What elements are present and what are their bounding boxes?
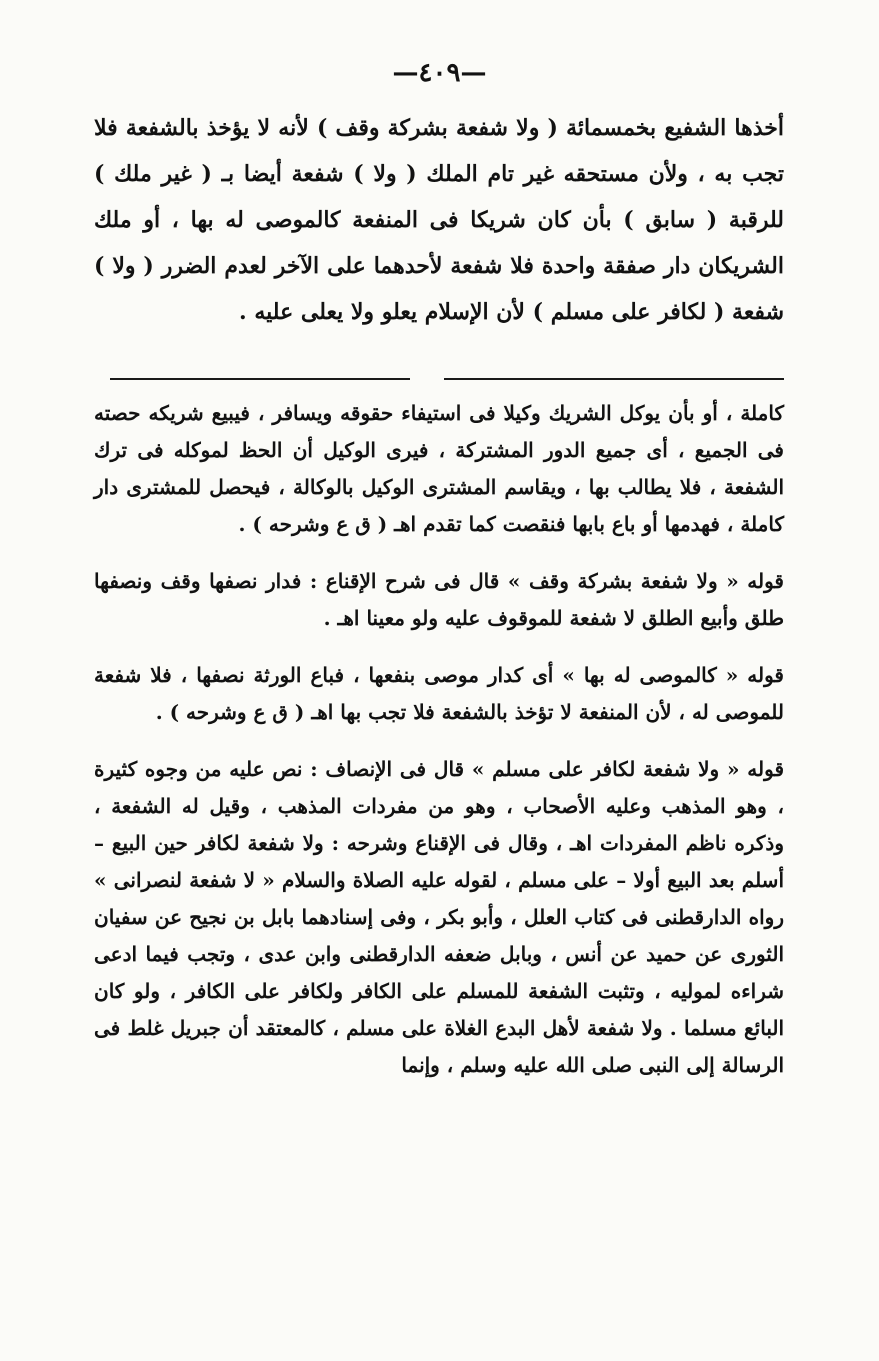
page-number: —٤٠٩— [392,58,487,88]
commentary-paragraph: قوله « ولا شفعة بشركة وقف » قال فى شرح الإقناع : فدار نصفها وقف ونصفها طلق وأبيع الطلق لا شفعة للموقوف عليه ولو معينا اهـ . [94,569,784,630]
commentary-paragraph: قوله « كالموصى له بها » أى كدار موصى بنفعها ، فباع الورثة نصفها ، فلا شفعة للموصى له ، لأن المنفعة لا تؤخذ بالشفعة فلا تجب بها اهـ ( ق ع وشرحه ) . [94,663,784,724]
commentary-paragraph: قوله « ولا شفعة لكافر على مسلم » قال فى الإنصاف : نص عليه من وجوه كثيرة ، وهو المذهب وعليه الأصحاب ، وهو من مفردات المذهب ، وقيل له الشفعة ، وذكره ناظم المفردات اهـ ، وقال فى الإقناع وشرحه : ولا شفعة لكافر حين البيع – أسلم بعد البيع أولا – على مسلم ، لقوله عليه الصلاة والسلام « لا شفعة لنصرانى » رواه الدارقطنى فى كتاب العلل ، وأبو بكر ، وفى إسنادهما بابل بن نجيح عن سفيان الثورى عن حميد عن أنس ، وبابل ضعفه الدارقطنى وابن عدى ، وتجب فيما ادعى شراءه لموليه ، وتثبت الشفعة للمسلم على الكافر ولكافر على الكافر ، ولو كان البائع مسلما . ولا شفعة لأهل البدع الغلاة على مسلم ، كالمعتقد أن جبريل غلط فى الرسالة إلى النبى صلى الله عليه وسلم ، وإنما [94,757,784,1077]
commentary-text [94,395,784,1084]
main-paragraph: أخذها الشفيع بخمسمائة ( ولا شفعة بشركة وقف ) لأنه لا يؤخذ بالشفعة فلا تجب به ، ولأن مستحقه غير تام الملك ( ولا ) شفعة أيضا بـ ( غير ملك ) للرقبة ( سابق ) بأن كان شريكا فى المنفعة كالموصى له بها ، أو ملك الشريكان دار صفقة واحدة فلا شفعة لأحدهما على الآخر لعدم الضرر ( ولا ) شفعة ( لكافر على مسلم ) لأن الإسلام يعلو ولا يعلى عليه . [94,115,784,325]
commentary-paragraph: كاملة ، أو بأن يوكل الشريك وكيلا فى استيفاء حقوقه ويسافر ، فيبيع شريكه حصته فى الجميع ، أى جميع الدور المشتركة ، فيرى الوكيل أن الحظ لموكله فى ترك الشفعة ، فلا يطالب بها ، ويقاسم المشترى الوكيل بالوكالة ، فيحصل للمشترى دار كاملة ، فهدمها أو باع بابها فنقصت كما تقدم اهـ ( ق ع وشرحه ) . [94,401,784,536]
main-text [94,105,784,335]
divider-rule-left [110,378,410,380]
divider-rule-right [444,378,784,380]
